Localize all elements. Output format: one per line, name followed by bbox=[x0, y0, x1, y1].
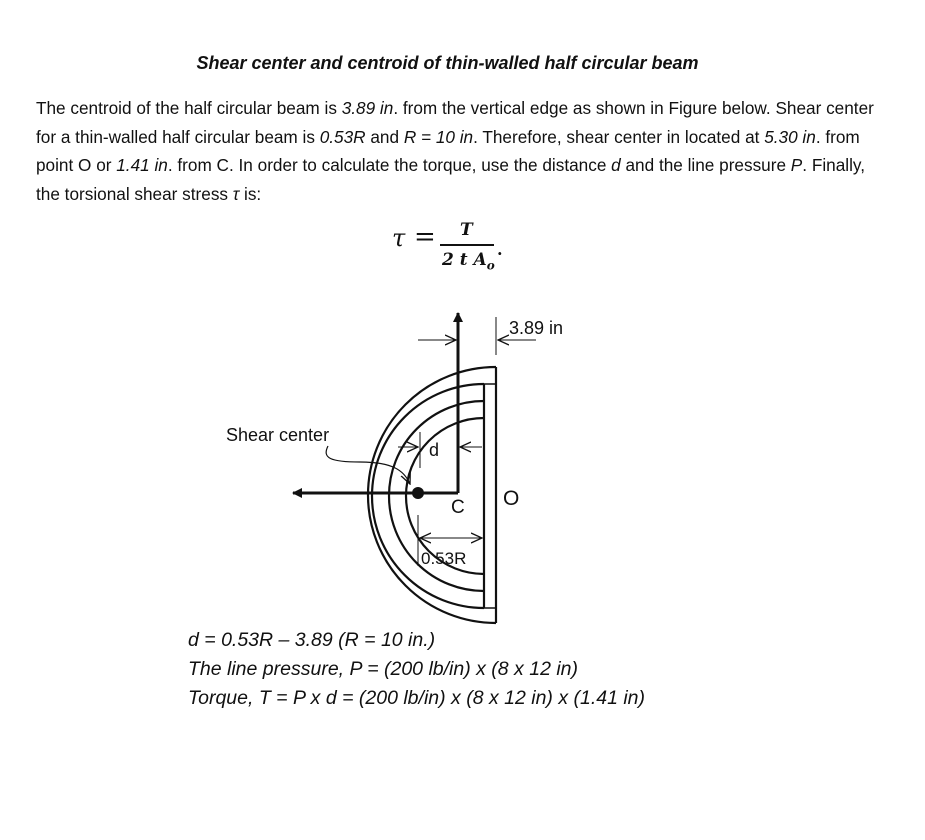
formula-period: . bbox=[497, 240, 503, 259]
equation-line: The line pressure, P = (200 lb/in) x (8 x 12 in) bbox=[188, 658, 578, 680]
paragraph-value: 5.30 in bbox=[764, 126, 816, 147]
dim-3.89-label: 3.89 in bbox=[509, 318, 564, 338]
beam-figure bbox=[0, 290, 925, 630]
formula-denominator-subscript: o bbox=[486, 258, 495, 273]
paragraph-text: . Therefore, shear center in located at bbox=[473, 126, 765, 147]
equation-line: Torque, T = P x d = (200 lb/in) x (8 x 12 in) x (1.41 in) bbox=[188, 687, 646, 709]
paragraph-text: . from point O or bbox=[36, 126, 860, 175]
paragraph-text: and the line pressure bbox=[620, 155, 791, 175]
paragraph-text: is: bbox=[239, 183, 262, 204]
formula-tau: τ bbox=[392, 224, 406, 252]
intro-paragraph bbox=[36, 94, 876, 208]
centroid-label: C bbox=[451, 497, 465, 518]
equation-line: d = 0.53R – 3.89 (R = 10 in.) bbox=[188, 629, 436, 651]
paragraph-text: and bbox=[365, 126, 404, 147]
formula-fraction-bar bbox=[440, 244, 494, 246]
paragraph-text: . from the vertical edge as shown in Figure below. Shear center for a thin-walled half circular beam is bbox=[36, 98, 874, 147]
beam-outer-arc bbox=[368, 367, 496, 623]
equations-block bbox=[188, 626, 645, 713]
formula-numerator: T bbox=[460, 220, 473, 240]
point-o-label: O bbox=[503, 487, 520, 510]
d-label: d bbox=[429, 440, 440, 460]
paragraph-value: R = 10 in bbox=[403, 126, 474, 147]
shear-center-point bbox=[412, 487, 424, 499]
shear-stress-formula bbox=[392, 220, 522, 280]
formula-denominator bbox=[442, 250, 495, 272]
paragraph-value: τ bbox=[232, 183, 240, 204]
dim-053r-label: 0.53R bbox=[421, 549, 467, 568]
paragraph-text: . from C. In order to calculate the torque, use the distance bbox=[167, 155, 612, 175]
paragraph-value: 0.53R bbox=[319, 126, 366, 147]
paragraph-value: d bbox=[611, 155, 621, 175]
formula-denominator-text: 2 t A bbox=[442, 250, 487, 270]
paragraph-text: . Finally, the torsional shear stress bbox=[36, 155, 865, 204]
paragraph-value: 1.41 in bbox=[116, 155, 168, 175]
shear-center-label: Shear center bbox=[226, 425, 330, 445]
paragraph-text: The centroid of the half circular beam is bbox=[36, 98, 342, 118]
formula-equals: = bbox=[414, 222, 436, 252]
paragraph-value: P bbox=[790, 155, 803, 175]
paragraph-value: 3.89 in bbox=[341, 98, 394, 118]
page-title: Shear center and centroid of thin-walled half circular beam bbox=[196, 53, 699, 73]
